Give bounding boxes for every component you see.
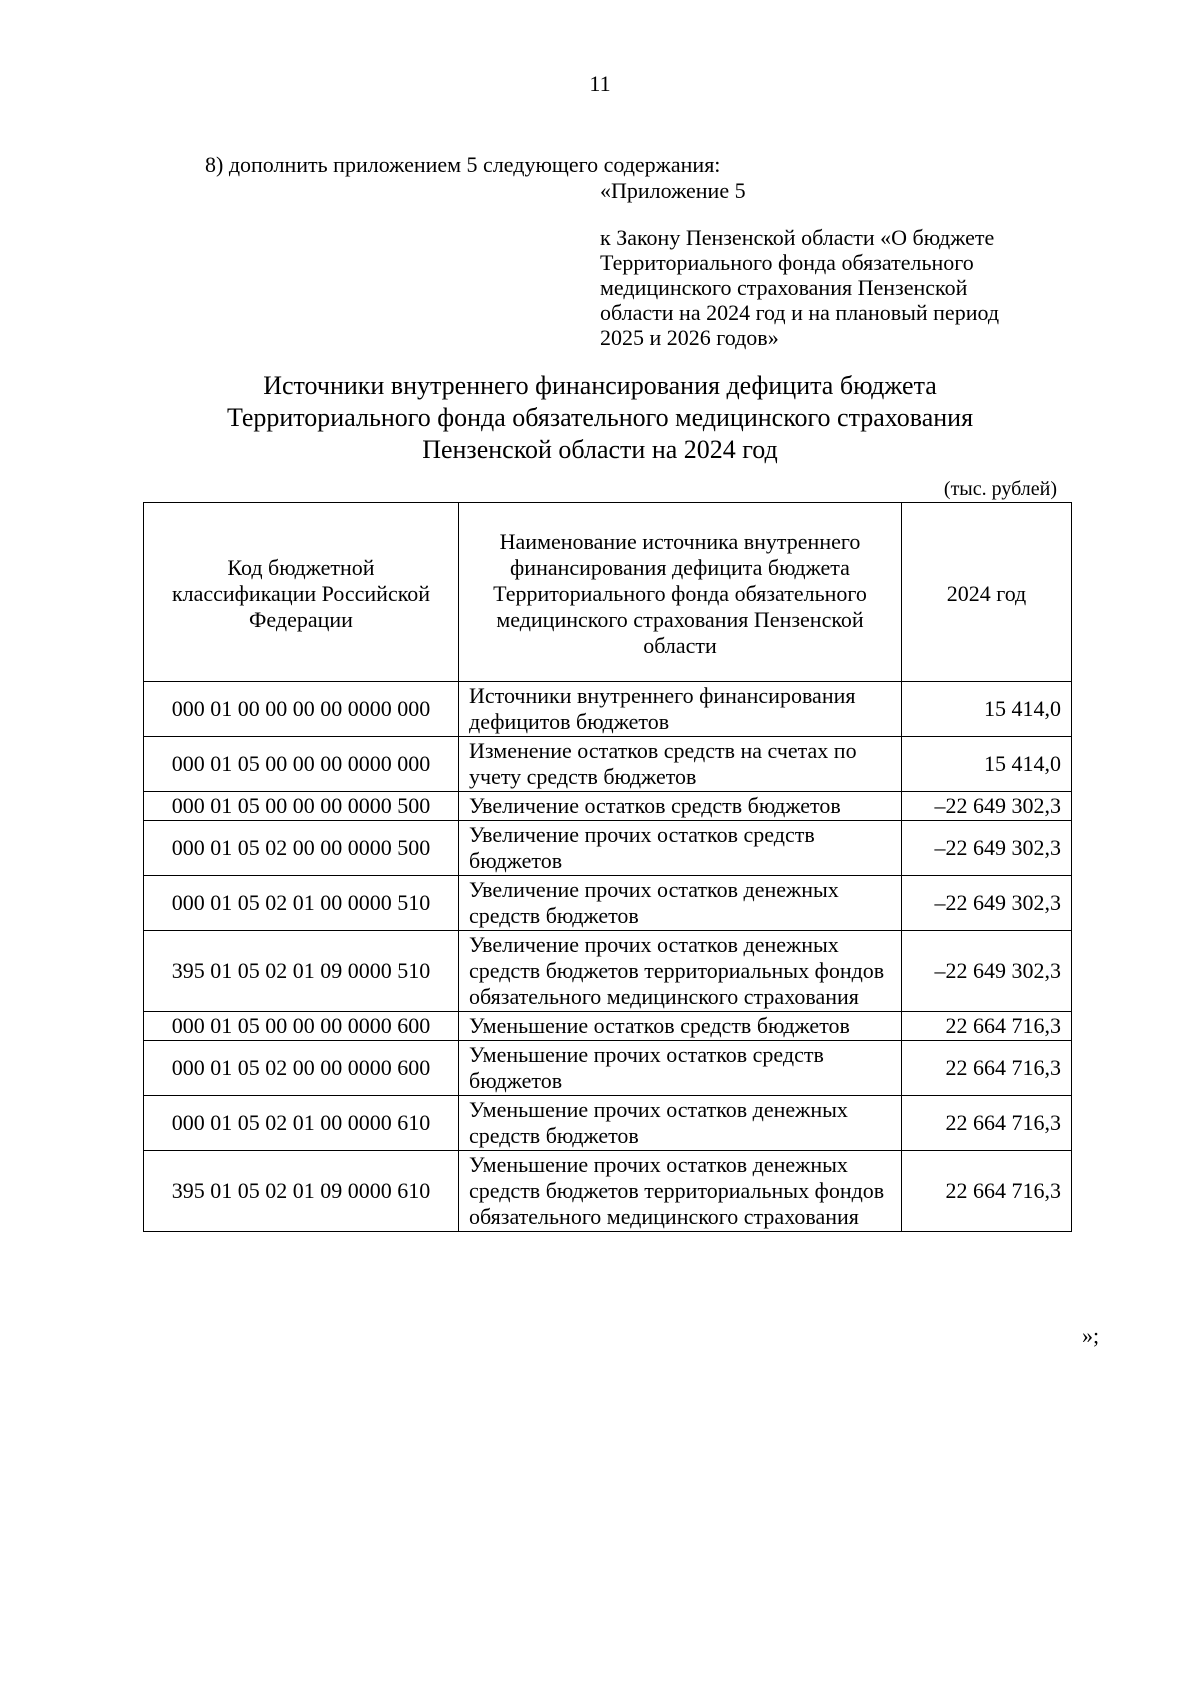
amendment-intro: 8) дополнить приложением 5 следующего содержания: xyxy=(205,152,721,177)
table-body xyxy=(144,682,1072,1232)
value-cell: 22 664 716,3 xyxy=(902,1041,1072,1096)
table-row xyxy=(144,1151,1072,1232)
table-row xyxy=(144,737,1072,792)
name-cell: Увеличение прочих остатков денежных средств бюджетов территориальных фондов обязательного медицинского страхования xyxy=(459,931,902,1012)
code-cell: 000 01 05 02 00 00 0000 500 xyxy=(144,821,459,876)
code-cell: 000 01 05 00 00 00 0000 500 xyxy=(144,792,459,821)
appendix-line: 2025 и 2026 годов» xyxy=(600,325,779,350)
name-cell: Источники внутреннего финансирования дефицитов бюджетов xyxy=(459,682,902,737)
header-year: 2024 год xyxy=(902,503,1072,682)
value-cell: –22 649 302,3 xyxy=(902,792,1072,821)
title-line: Пензенской области на 2024 год xyxy=(422,435,778,464)
code-cell: 395 01 05 02 01 09 0000 610 xyxy=(144,1151,459,1232)
document-title xyxy=(100,370,1100,466)
unit-label: (тыс. рублей) xyxy=(943,478,1057,500)
name-cell: Уменьшение прочих остатков средств бюджетов xyxy=(459,1041,902,1096)
header-code: Код бюджетной классификации Российской Федерации xyxy=(144,503,459,682)
appendix-line: области на 2024 год и на плановый период xyxy=(600,300,1000,325)
code-cell: 000 01 05 02 00 00 0000 600 xyxy=(144,1041,459,1096)
table-row xyxy=(144,1096,1072,1151)
name-cell: Уменьшение прочих остатков денежных средств бюджетов территориальных фондов обязательного медицинского страхования xyxy=(459,1151,902,1232)
code-cell: 000 01 05 02 01 00 0000 610 xyxy=(144,1096,459,1151)
code-cell: 000 01 05 02 01 00 0000 510 xyxy=(144,876,459,931)
appendix-line: к Закону Пензенской области «О бюджете xyxy=(600,225,995,250)
name-cell: Увеличение прочих остатков средств бюджетов xyxy=(459,821,902,876)
value-cell: 22 664 716,3 xyxy=(902,1096,1072,1151)
name-cell: Изменение остатков средств на счетах по учету средств бюджетов xyxy=(459,737,902,792)
appendix-reference xyxy=(600,178,1060,350)
name-cell: Уменьшение остатков средств бюджетов xyxy=(459,1012,902,1041)
name-cell: Уменьшение прочих остатков денежных средств бюджетов xyxy=(459,1096,902,1151)
table-row xyxy=(144,682,1072,737)
table-row xyxy=(144,876,1072,931)
value-cell: –22 649 302,3 xyxy=(902,821,1072,876)
table-row xyxy=(144,1041,1072,1096)
title-line: Территориального фонда обязательного медицинского страхования xyxy=(226,403,974,432)
value-cell: 15 414,0 xyxy=(902,737,1072,792)
value-cell: 22 664 716,3 xyxy=(902,1012,1072,1041)
page-number: 11 xyxy=(589,71,611,96)
code-cell: 395 01 05 02 01 09 0000 510 xyxy=(144,931,459,1012)
value-cell: –22 649 302,3 xyxy=(902,931,1072,1012)
appendix-line: медицинского страхования Пензенской xyxy=(600,275,968,300)
value-cell: 22 664 716,3 xyxy=(902,1151,1072,1232)
code-cell: 000 01 00 00 00 00 0000 000 xyxy=(144,682,459,737)
appendix-label: «Приложение 5 xyxy=(600,178,746,203)
closing-quote: »; xyxy=(1082,1323,1100,1348)
table-header-row xyxy=(144,503,1072,682)
appendix-line: Территориального фонда обязательного xyxy=(600,250,974,275)
code-cell: 000 01 05 00 00 00 0000 000 xyxy=(144,737,459,792)
financing-sources-table xyxy=(143,502,1072,1232)
value-cell: 15 414,0 xyxy=(902,682,1072,737)
table-row xyxy=(144,792,1072,821)
header-name: Наименование источника внутреннего финансирования дефицита бюджета Территориального фонда обязательного медицинского страхования Пензенской области xyxy=(459,503,902,682)
value-cell: –22 649 302,3 xyxy=(902,876,1072,931)
name-cell: Увеличение остатков средств бюджетов xyxy=(459,792,902,821)
table-row xyxy=(144,931,1072,1012)
table-row xyxy=(144,821,1072,876)
title-line: Источники внутреннего финансирования дефицита бюджета xyxy=(263,371,937,400)
code-cell: 000 01 05 00 00 00 0000 600 xyxy=(144,1012,459,1041)
name-cell: Увеличение прочих остатков денежных средств бюджетов xyxy=(459,876,902,931)
table-row xyxy=(144,1012,1072,1041)
